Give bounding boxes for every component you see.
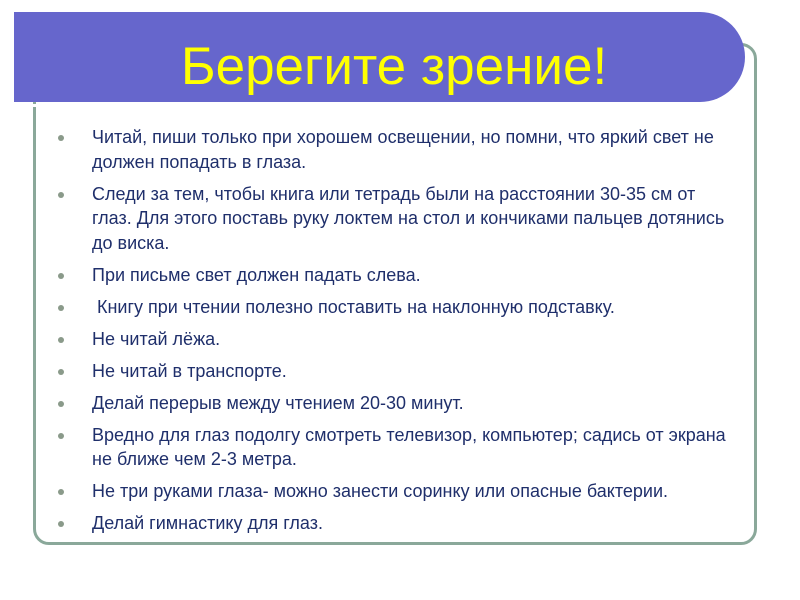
bullet-item bbox=[58, 327, 738, 352]
bullet-dot-icon bbox=[58, 305, 64, 311]
bullet-item bbox=[58, 391, 738, 416]
bullet-text: Делай гимнастику для глаз. bbox=[92, 513, 323, 533]
bullet-dot-icon bbox=[58, 489, 64, 495]
bullet-item bbox=[58, 511, 738, 536]
title-bar bbox=[14, 12, 745, 102]
bullet-text: Вредно для глаз подолгу смотреть телевизор, компьютер; садись от экрана не ближе чем 2-3 метра. bbox=[92, 424, 726, 469]
bullet-item bbox=[58, 359, 738, 384]
bullet-item bbox=[58, 479, 738, 504]
bullet-item bbox=[58, 423, 738, 472]
bullet-dot-icon bbox=[58, 337, 64, 343]
bullet-text: Книгу при чтении полезно поставить на наклонную подставку. bbox=[92, 296, 615, 317]
bullet-dot-icon bbox=[58, 521, 64, 527]
bullet-list bbox=[58, 125, 738, 543]
bullet-text: Не читай в транспорте. bbox=[92, 360, 287, 381]
bullet-dot-icon bbox=[58, 401, 64, 407]
title-underline bbox=[14, 104, 728, 107]
bullet-dot-icon bbox=[58, 135, 64, 141]
bullet-item bbox=[58, 295, 738, 320]
bullet-text: Читай, пиши только при хорошем освещении, но помни, что яркий свет не должен попадать в глаза. bbox=[92, 127, 714, 172]
bullet-dot-icon bbox=[58, 192, 64, 198]
bullet-item bbox=[58, 182, 738, 256]
bullet-text: При письме свет должен падать слева. bbox=[92, 264, 421, 285]
bullet-dot-icon bbox=[58, 433, 64, 439]
bullet-text: Делай перерыв между чтением 20-30 минут. bbox=[92, 392, 464, 413]
bullet-item bbox=[58, 125, 738, 174]
slide-title: Берегите зрение! bbox=[180, 37, 608, 96]
bullet-item bbox=[58, 263, 738, 288]
bullet-text: Не три руками глаза- можно занести соринку или опасные бактерии. bbox=[92, 481, 668, 501]
bullet-text: Следи за тем, чтобы книга или тетрадь были на расстоянии 30-35 см от глаз. Для этого поставь руку локтем на стол и кончиками пальцев дотянись до виска. bbox=[92, 183, 725, 253]
bullet-dot-icon bbox=[58, 369, 64, 375]
bullet-dot-icon bbox=[58, 273, 64, 279]
bullet-text: Не читай лёжа. bbox=[92, 328, 221, 349]
